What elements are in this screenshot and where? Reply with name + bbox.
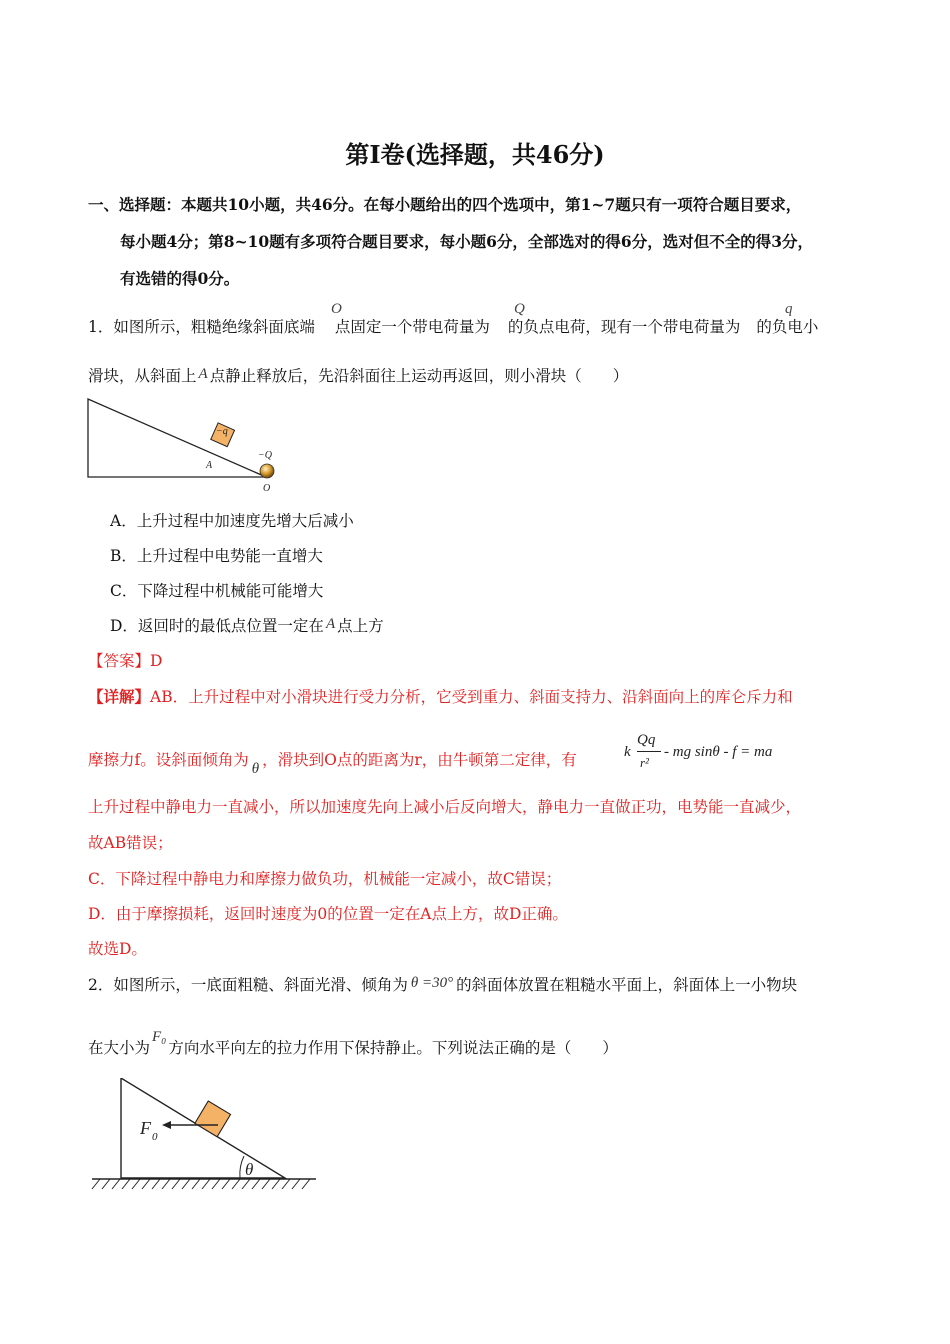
q2-label-theta: θ [245,1160,254,1179]
q1-detail-line-7: 故选D。 [88,940,147,958]
q2-ground-hatching [92,1179,310,1189]
q1-detail-line-2: 摩擦力f。设斜面倾角为 θ ，滑块到O点的距离为r，由牛顿第二定律，有 [88,751,577,777]
q1-symbol-O: O [331,301,342,317]
q2-force-arrowhead [162,1121,171,1129]
q1-detail-line-6: D．由于摩擦损耗，返回时速度为0的位置一定在A点上方，故D正确。 [88,905,568,923]
q1-symbol-A: A [198,366,208,382]
q1-incline-figure [80,392,290,496]
q2-stem-line-1: 2．如图所示，一底面粗糙、斜面光滑、倾角为 θ =30° 的斜面体放置在粗糙水平面上，斜面体上一小物块 [88,975,798,994]
q1-formula-fraction-bar [637,751,661,752]
section-instructions-line-1: 一、选择题：本题共10小题，共46分。在每小题给出的四个选项中，第1~7题只有一项符合题目要求， [88,195,802,214]
q1-detail-line-5: C．下降过程中静电力和摩擦力做负功，机械能一定减小，故C错误； [88,870,562,888]
q1-symbol-Q: Q [514,301,525,317]
q2-symbol-F0: F₀ [152,1029,167,1045]
q1-option-b: B．上升过程中电势能一直增大 [110,547,323,565]
page-title: 第Ⅰ卷(选择题，共46分) [345,140,605,169]
q1-point-charge [260,464,274,478]
q1-answer: 【答案】D [88,652,163,670]
q1-stem-line-1: 1．如图所示，粗糙绝缘斜面底端 点固定一个带电荷量为 的负点电荷，现有一个带电荷量为 的负电小 [88,318,819,336]
q1-option-d: D．返回时的最低点位置一定在 A 点上方 [110,616,384,635]
q1-detail-line-1: 【详解】AB．上升过程中对小滑块进行受力分析，它受到重力、斜面支持力、沿斜面向上的库仑斥力和 [88,687,793,706]
section-instructions-line-2: 每小题4分；第8~10题有多项符合题目要求，每小题6分，全部选对的得6分，选对但不全的得3分， [120,232,813,251]
q1-label-minus-q: −q [216,426,228,437]
q2-angle-arc [240,1156,244,1178]
q2-label-F: F [140,1118,151,1138]
q1-option-a: A．上升过程中加速度先增大后减小 [110,512,354,530]
q1-label-minus-Q: −Q [258,450,272,461]
q1-stem-line-2: 滑块，从斜面上 A 点静止释放后，先沿斜面往上运动再返回，则小滑块（ ） [88,366,629,385]
q1-formula-rest: - mg sinθ - f = ma [664,744,773,760]
q2-stem-line-2: 在大小为F₀方向水平向左的拉力作用下保持静止。下列说法正确的是（ ） [88,1029,618,1057]
q2-angle: θ =30° [410,975,454,991]
q1-symbol-q: q [785,301,793,317]
q1-detail-line-4: 故AB错误； [88,834,173,852]
q1-label-O: O [263,483,271,494]
q1-incline-triangle [88,399,266,477]
q1-label-A: A [206,460,213,471]
q2-label-F-subscript: 0 [152,1131,158,1143]
q2-block [195,1101,231,1137]
q2-incline-figure [88,1078,320,1198]
q1-option-d-symbol-A: A [325,616,336,632]
q1-detail-line-3: 上升过程中静电力一直减小，所以加速度先向上减小后反向增大，静电力一直做正功，电势能一直减少， [88,798,802,816]
q1-formula-denominator: r² [640,755,649,770]
q1-detail-theta: θ [251,761,260,777]
q1-formula-k: k [624,744,631,760]
section-instructions-line-3: 有选错的得0分。 [120,269,240,288]
q1-option-c: C．下降过程中机械能可能增大 [110,582,324,600]
q1-formula-numerator: Qq [637,732,656,748]
